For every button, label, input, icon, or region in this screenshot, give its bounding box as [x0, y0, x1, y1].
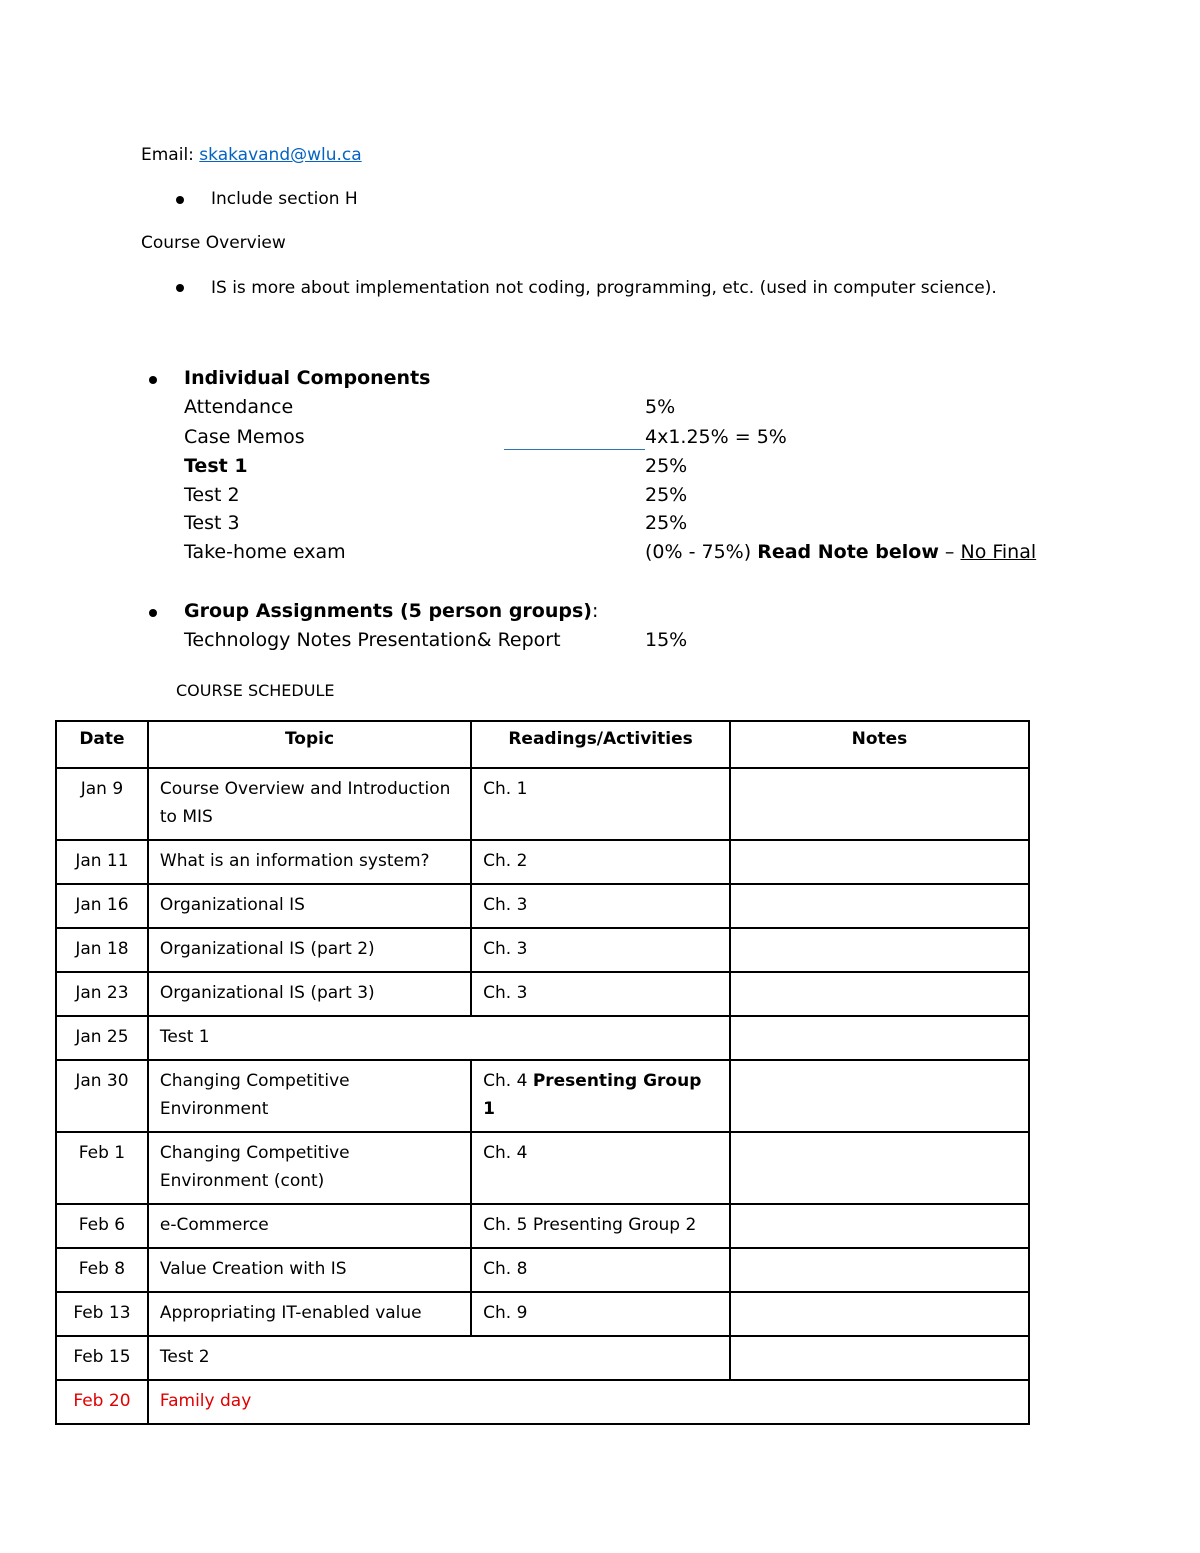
header-date: Date	[56, 721, 148, 768]
grade-value-test-3: 25%	[645, 512, 688, 534]
table-header-row	[56, 721, 1029, 768]
read-note-below: Read Note below	[757, 541, 939, 563]
email-link[interactable]: skakavand@wlu.ca	[199, 145, 362, 165]
grade-value-test-1: 25%	[645, 455, 688, 477]
header-readings: Readings/Activities	[471, 721, 730, 768]
include-section-note: Include section H	[211, 189, 358, 209]
table-row: Jan 9 Course Overview and Introduction to MIS Ch. 1	[56, 768, 1029, 840]
grade-value-take-home-exam: (0% - 75%) Read Note below – No Final	[645, 541, 1037, 563]
bullet-icon	[176, 196, 184, 204]
course-schedule-title: COURSE SCHEDULE	[176, 681, 335, 700]
course-overview-heading: Course Overview	[141, 233, 286, 253]
underline-rule	[504, 449, 645, 450]
email-line	[141, 145, 362, 165]
bullet-icon	[149, 609, 157, 617]
grade-label-test-1: Test 1	[184, 455, 248, 477]
grade-label-case-memos: Case Memos	[184, 426, 305, 448]
table-row: Feb 15 Test 2	[56, 1336, 1029, 1380]
table-row: Jan 11 What is an information system? Ch. 2	[56, 840, 1029, 884]
group-item-label: Technology Notes Presentation& Report	[184, 629, 561, 651]
grade-value-case-memos: 4x1.25% = 5%	[645, 426, 787, 448]
header-notes: Notes	[730, 721, 1029, 768]
table-row: Feb 1 Changing Competitive Environment (cont) Ch. 4	[56, 1132, 1029, 1204]
individual-components-heading: Individual Components	[184, 367, 431, 389]
table-row: Jan 18 Organizational IS (part 2) Ch. 3	[56, 928, 1029, 972]
schedule-table	[55, 720, 1030, 1425]
table-row: Jan 23 Organizational IS (part 3) Ch. 3	[56, 972, 1029, 1016]
overview-bullet-text: IS is more about implementation not coding, programming, etc. (used in computer science).	[211, 278, 997, 298]
table-row: Feb 13 Appropriating IT-enabled value Ch. 9	[56, 1292, 1029, 1336]
table-row-holiday: Feb 20 Family day	[56, 1380, 1029, 1424]
bullet-icon	[149, 376, 157, 384]
grade-label-test-2: Test 2	[184, 484, 240, 506]
table-row: Jan 25 Test 1	[56, 1016, 1029, 1060]
grade-value-attendance: 5%	[645, 396, 676, 418]
grade-label-take-home-exam: Take-home exam	[184, 541, 346, 563]
table-row: Jan 16 Organizational IS Ch. 3	[56, 884, 1029, 928]
table-row: Jan 30 Changing Competitive Environment Ch. 4 Presenting Group 1	[56, 1060, 1029, 1132]
no-final-text: No Final	[960, 541, 1037, 563]
email-label: Email:	[141, 145, 200, 165]
table-row: Feb 6 e-Commerce Ch. 5 Presenting Group 2	[56, 1204, 1029, 1248]
group-item-value: 15%	[645, 629, 688, 651]
bullet-icon	[176, 284, 184, 292]
grade-label-test-3: Test 3	[184, 512, 240, 534]
header-topic: Topic	[148, 721, 471, 768]
grade-label-attendance: Attendance	[184, 396, 294, 418]
table-row: Feb 8 Value Creation with IS Ch. 8	[56, 1248, 1029, 1292]
group-assignments-heading: Group Assignments (5 person groups):	[184, 600, 599, 622]
grade-value-test-2: 25%	[645, 484, 688, 506]
